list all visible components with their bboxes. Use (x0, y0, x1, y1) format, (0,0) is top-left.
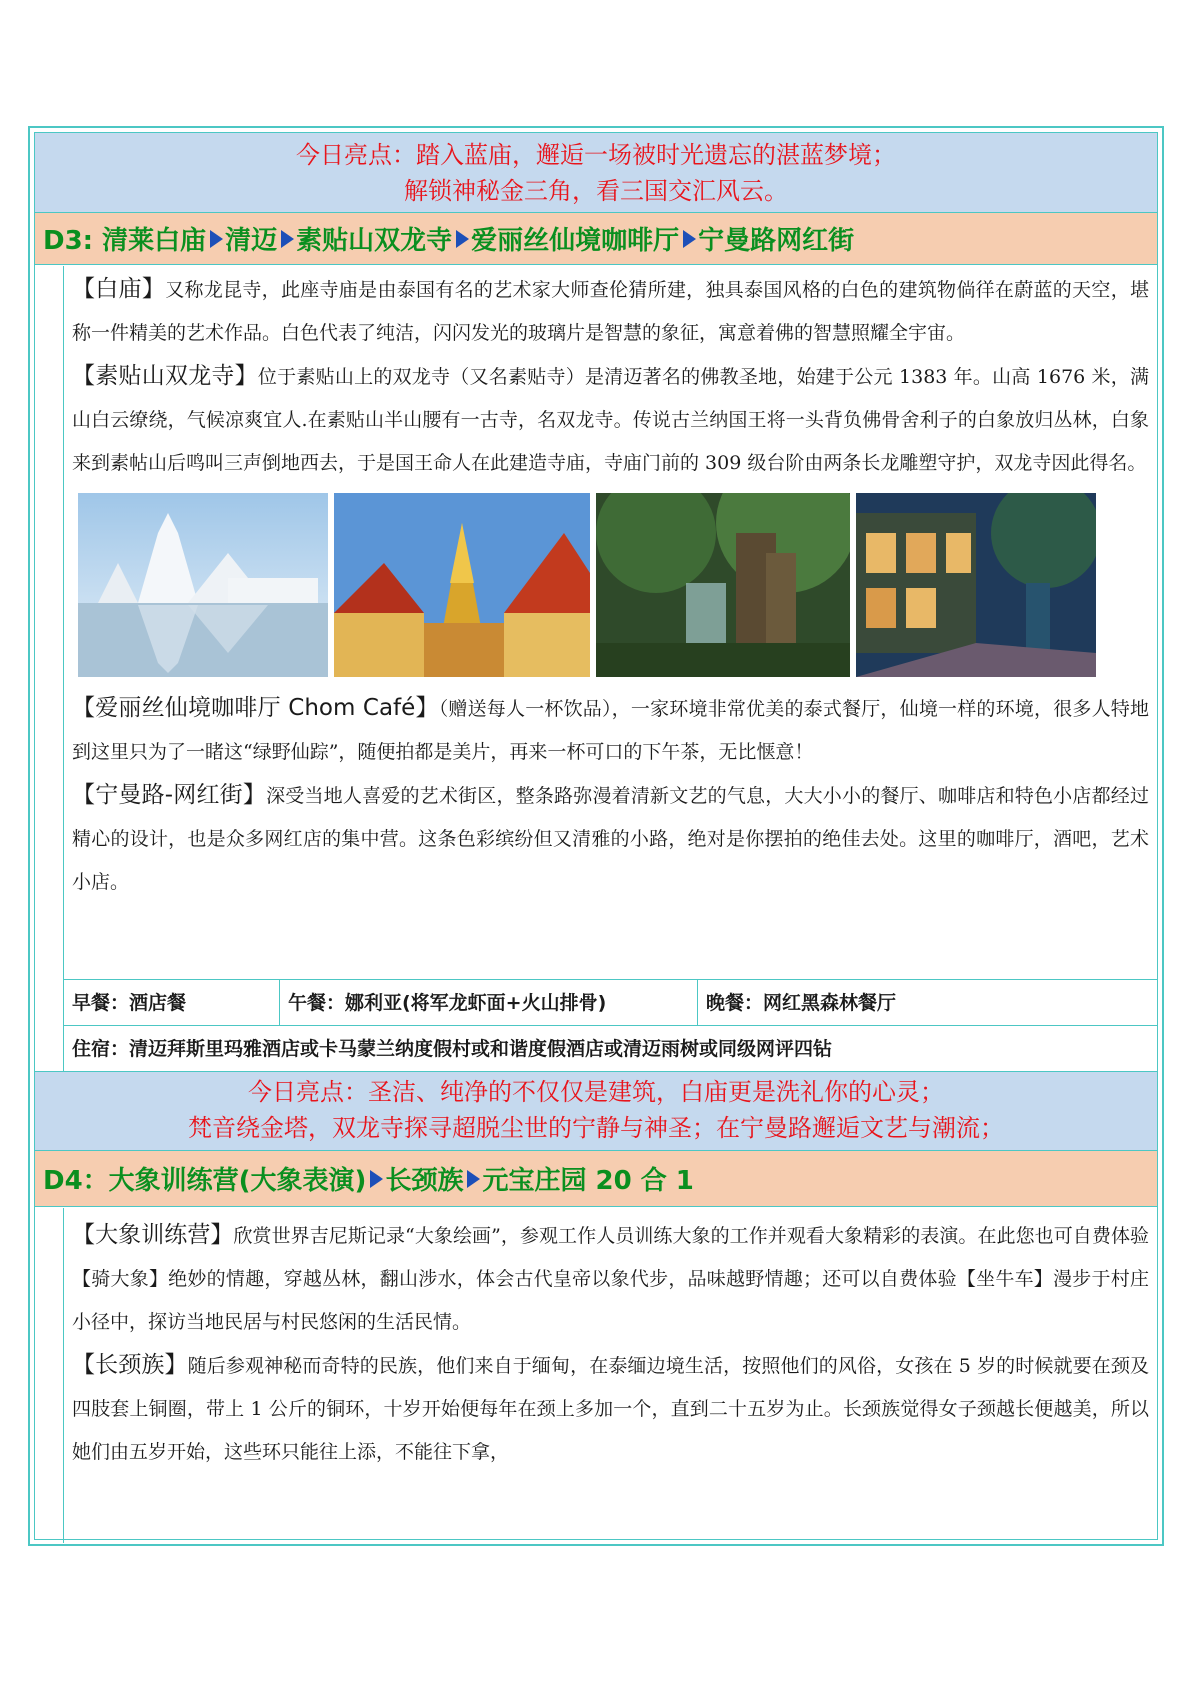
day4-content (63, 1208, 1157, 1543)
chom-cafe-text: （赠送每人一杯饮品），一家环境非常优美的泰式餐厅，仙境一样的环境，很多人特地到这里只为了一睹这“绿野仙踪”，随便拍都是美片，再来一杯可口的下午茶，无比惬意！ (72, 698, 1149, 763)
day3-seg-1: 清迈 (225, 226, 278, 256)
day3-highlight (35, 1071, 1157, 1151)
white-temple-title: 【白庙】 (72, 276, 166, 302)
doi-suthep-text: 位于素贴山上的双龙寺（又名素贴寺）是清迈著名的佛教圣地，始建于公元 1383 年。山高 1676 米，满山白云缭绕，气候凉爽宜人.在素贴山半山腰有一古寺，名双龙寺。传说古兰纳国王将一头背负佛骨舍利子的白象放归丛林，白象来到素帖山后鸣叫三声倒地西去，于是国王命人在此建造寺庙，寺庙门前的 309 级台阶由两条长龙雕塑守护，双龙寺因此得名。 (72, 366, 1149, 474)
white-temple-paragraph (72, 268, 1149, 355)
day3-seg-2: 素贴山双龙寺 (296, 226, 453, 256)
elephant-text: 欣赏世界吉尼斯记录“大象绘画”，参观工作人员训练大象的工作并观看大象精彩的表演。在此您也可自费体验【骑大象】绝妙的情趣，穿越丛林，翻山涉水，体会古代皇帝以象代步，品味越野情趣；还可以自费体验【坐牛车】漫步于村庄小径中，探访当地民居与村民悠闲的生活民情。 (72, 1225, 1150, 1333)
dinner-cell: 晚餐：网红黑森林餐厅 (706, 992, 897, 1014)
day3-header (35, 213, 1157, 265)
top-highlight-line1: 今日亮点：踏入蓝庙，邂逅一场被时光遗忘的湛蓝梦境； (296, 141, 896, 169)
day3-content (63, 266, 1157, 979)
lunch-cell: 午餐：娜利亚(将军龙虾面+火山排骨) (280, 980, 698, 1026)
day3-hotel: 住宿：清迈拜斯里玛雅酒店或卡马蒙兰纳度假村或和谐度假酒店或清迈雨树或同级网评四钻 (63, 1025, 1157, 1071)
long-neck-text: 随后参观神秘而奇特的民族，他们来自于缅甸，在泰缅边境生活，按照他们的风俗，女孩在 5 岁的时候就要在颈及四肢套上铜圈，带上 1 公斤的铜环，十岁开始便每年在颈上多加一个，直到二十五岁为止。长颈族觉得女子颈越长便越美，所以她们由五岁开始，这些环只能往上添，不能往下拿， (72, 1355, 1150, 1463)
nimman-title: 【宁曼路-网红街】 (72, 782, 267, 808)
white-temple-photo (78, 493, 328, 677)
white-temple-text: 又称龙昆寺，此座寺庙是由泰国有名的艺术家大师查伦猜所建，独具泰国风格的白色的建筑物倘徉在蔚蓝的天空，堪称一件精美的艺术作品。白色代表了纯洁，闪闪发光的玻璃片是智慧的象征，寓意着佛的智慧照耀全宇宙。 (72, 279, 1149, 344)
doi-suthep-paragraph (72, 355, 1149, 485)
day3-meals (63, 979, 1157, 1026)
itinerary-inner (34, 132, 1158, 1540)
top-highlight (35, 133, 1157, 213)
day3-highlight-line2: 梵音绕金塔，双龙寺探寻超脱尘世的宁静与神圣；在宁曼路邂逅文艺与潮流； (188, 1114, 1004, 1142)
photo-strip (78, 493, 1149, 677)
elephant-paragraph (72, 1214, 1149, 1344)
arrow-right-icon (210, 230, 223, 248)
day4-seg-0: D4：大象训练营(大象表演) (43, 1166, 367, 1196)
day4-header (35, 1151, 1157, 1207)
nimman-paragraph (72, 774, 1149, 904)
day3-seg-4: 宁曼路网红街 (698, 226, 855, 256)
arrow-right-icon (683, 230, 696, 248)
doi-suthep-title: 【素贴山双龙寺】 (72, 363, 258, 389)
chom-cafe-title: 【爱丽丝仙境咖啡厅 Chom Café】 (72, 695, 439, 721)
day3-highlight-line1: 今日亮点：圣洁、纯净的不仅仅是建筑，白庙更是洗礼你的心灵； (248, 1078, 944, 1106)
day3-seg-3: 爱丽丝仙境咖啡厅 (471, 226, 680, 256)
day4-seg-1: 长颈族 (385, 1166, 464, 1196)
elephant-title: 【大象训练营】 (72, 1222, 234, 1248)
arrow-right-icon (281, 230, 294, 248)
nimman-street-photo (856, 493, 1096, 677)
day3-seg-0: D3: 清莱白庙 (43, 226, 207, 256)
breakfast-cell: 早餐：酒店餐 (64, 980, 280, 1026)
long-neck-paragraph (72, 1344, 1149, 1474)
chom-cafe-paragraph (72, 687, 1149, 774)
long-neck-title: 【长颈族】 (72, 1352, 188, 1378)
day4-seg-2: 元宝庄园 20 合 1 (482, 1166, 694, 1196)
itinerary-frame (28, 126, 1164, 1546)
arrow-right-icon (456, 230, 469, 248)
arrow-right-icon (467, 1170, 480, 1188)
nimman-text: 深受当地人喜爱的艺术街区，整条路弥漫着清新文艺的气息，大大小小的餐厅、咖啡店和特色小店都经过精心的设计，也是众多网红店的集中营。这条色彩缤纷但又清雅的小路，绝对是你摆拍的绝佳去处。这里的咖啡厅，酒吧，艺术小店。 (72, 785, 1149, 893)
golden-stupa-photo (334, 493, 590, 677)
arrow-right-icon (370, 1170, 383, 1188)
top-highlight-line2: 解锁神秘金三角，看三国交汇风云。 (404, 177, 788, 205)
chom-cafe-photo (596, 493, 850, 677)
